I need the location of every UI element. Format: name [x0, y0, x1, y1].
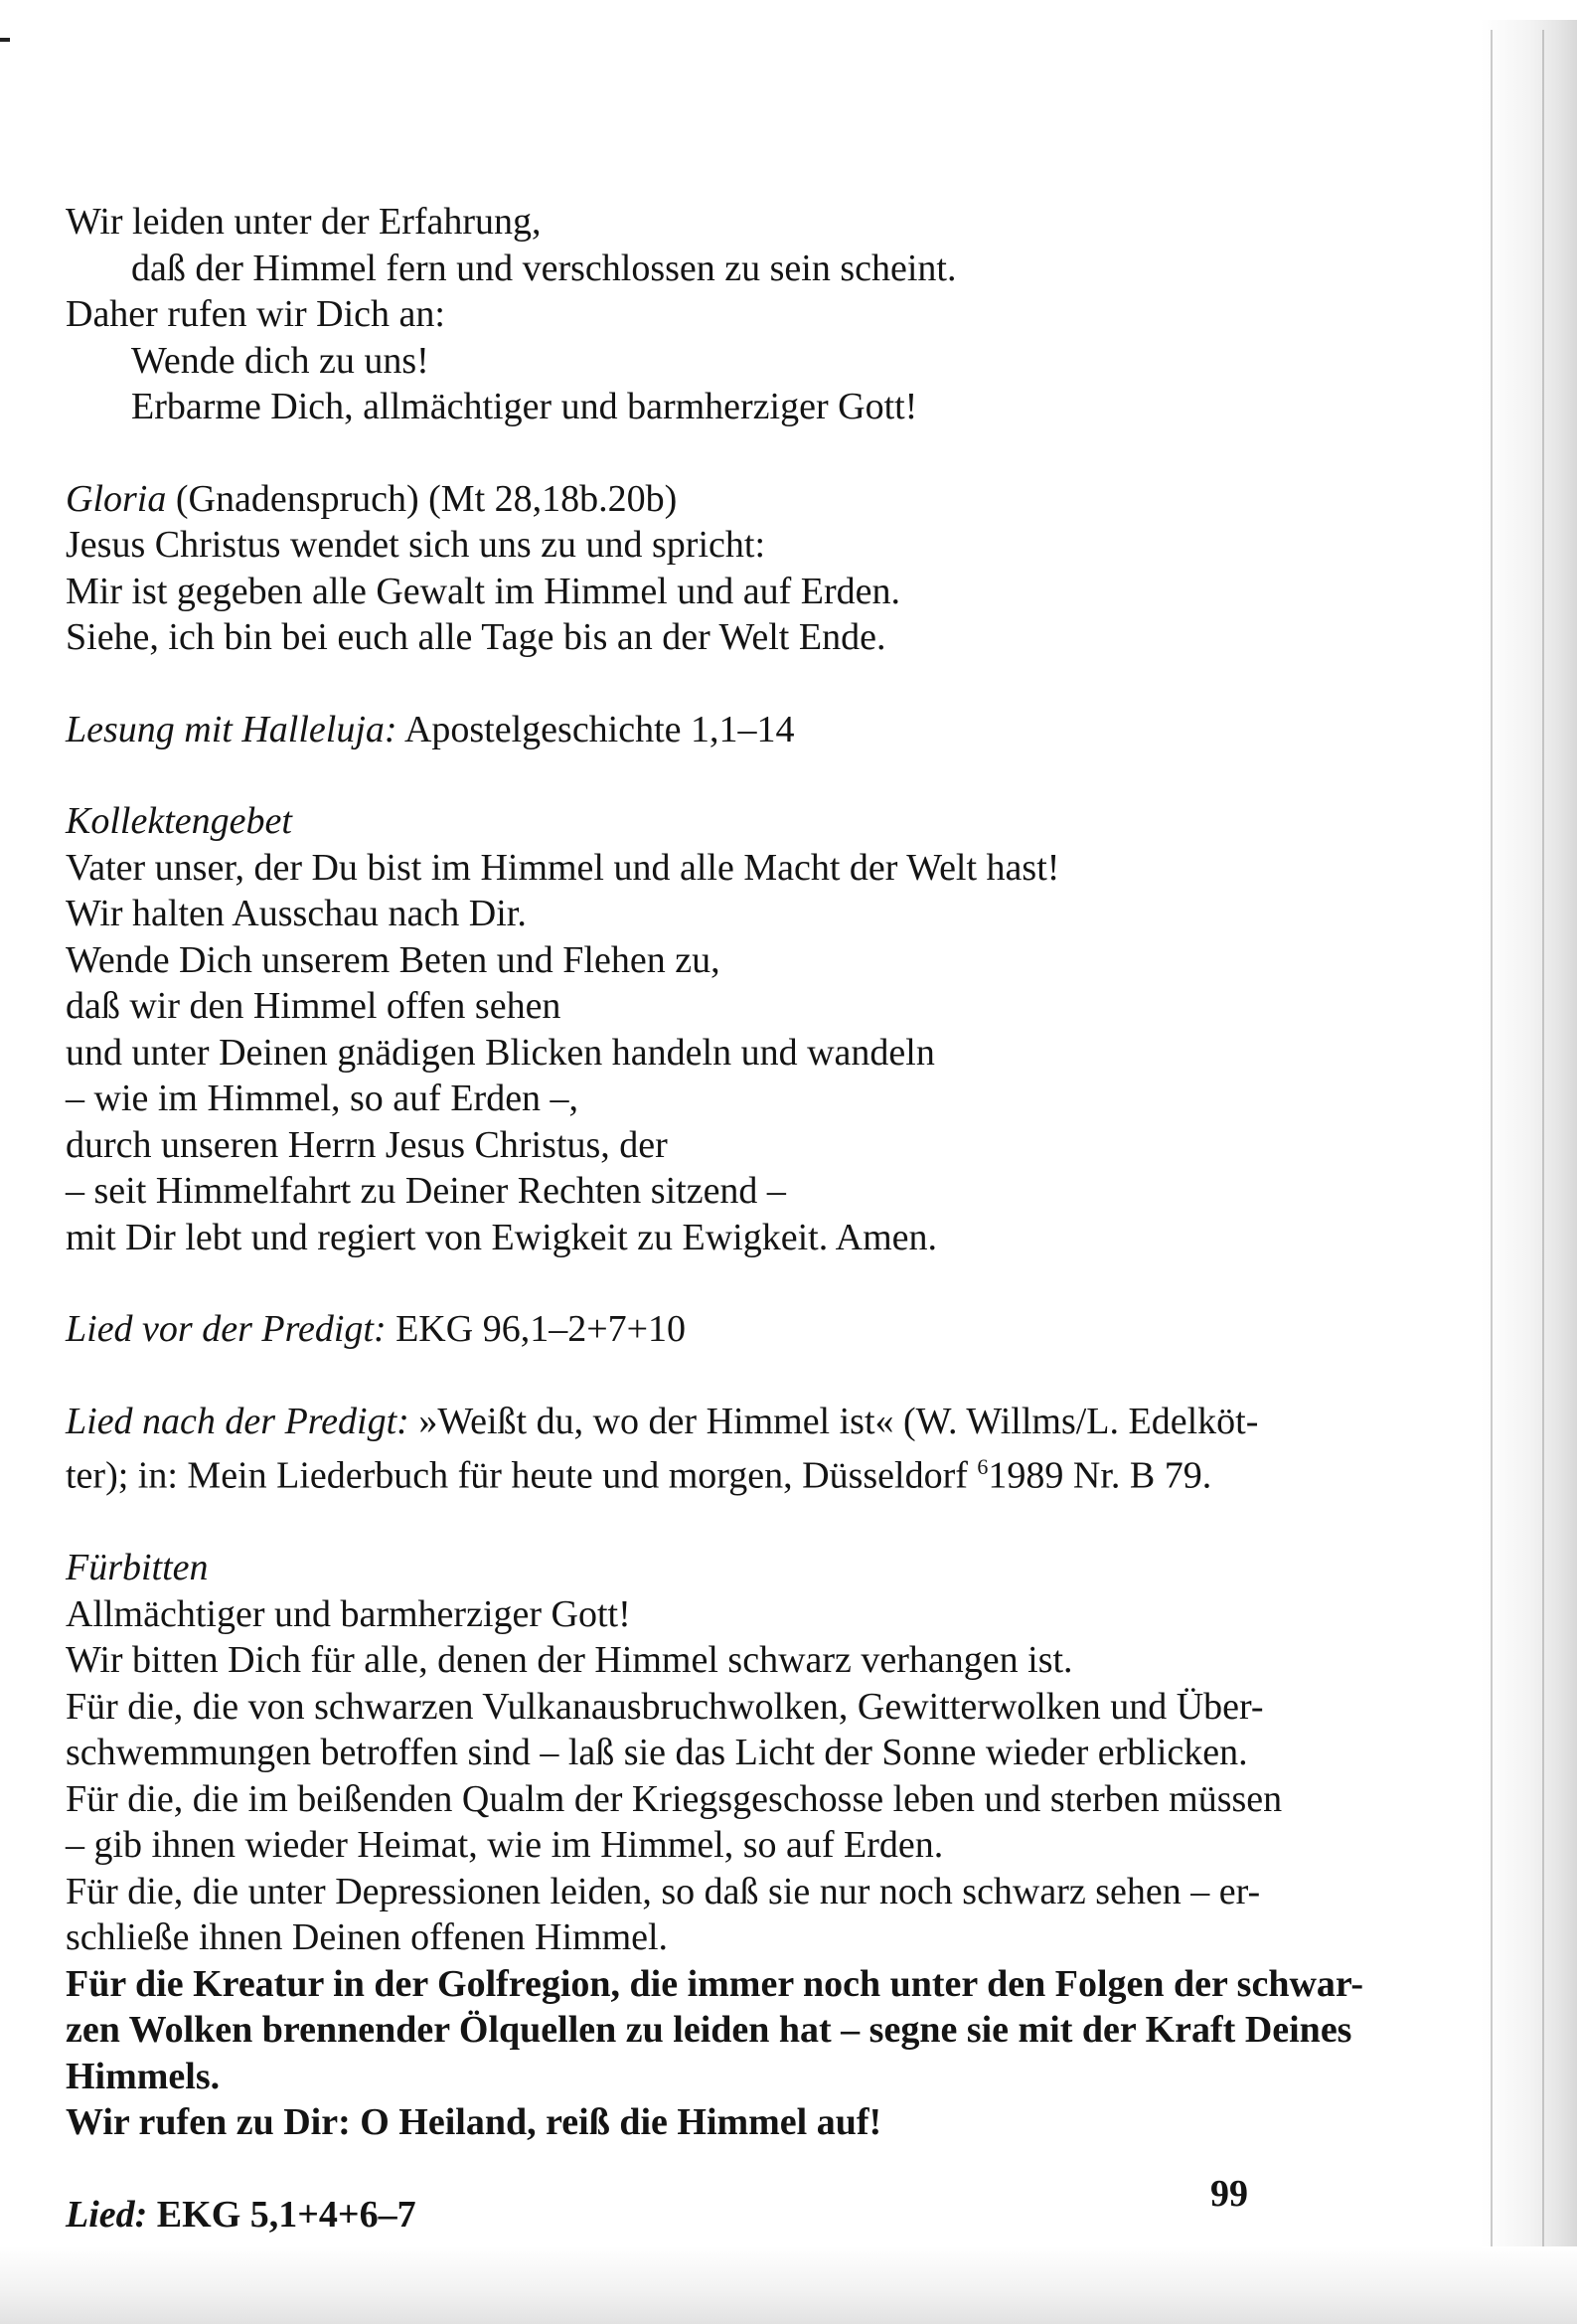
binding-rule	[1491, 30, 1493, 2316]
gloria-line: Jesus Christus wendet sich uns zu und spricht:	[66, 524, 766, 566]
lied-nach-text: 1989 Nr. B 79.	[988, 1454, 1212, 1497]
kollekte-line: Wir halten Ausschau nach Dir.	[66, 893, 527, 934]
lied-end-line	[66, 2192, 1347, 2239]
fuerbitten-line: Für die, die unter Depressionen leiden, so daß sie nur noch schwarz sehen – er-	[66, 1870, 1261, 1912]
fuerbitten-line: Für die, die im beißenden Qualm der Kriegsgeschosse leben und sterben müssen	[66, 1777, 1283, 1820]
lied-nach-text: »Weißt du, wo der Himmel ist« (W. Willms/L. Edelköt-	[408, 1400, 1259, 1442]
kollekte-line: – seit Himmelfahrt zu Deiner Rechten sitzend –	[66, 1170, 786, 1212]
lied-end-label: Lied:	[66, 2193, 148, 2236]
kollekte-line: und unter Deinen gnädigen Blicken handeln und wandeln	[66, 1031, 935, 1074]
corner-mark	[0, 38, 10, 42]
gloria-heading	[66, 476, 1347, 523]
intro-line: Wende dich zu uns!	[131, 339, 429, 382]
fuerbitten-line: Allmächtiger und barmherziger Gott!	[66, 1592, 631, 1635]
kollekte-line: Vater unser, der Du bist im Himmel und alle Macht der Welt hast!	[66, 846, 1060, 889]
fuerbitten-line: Wir bitten Dich für alle, denen der Himmel schwarz verhangen ist.	[66, 1639, 1073, 1682]
binding-rule	[1542, 30, 1544, 2316]
intro-line: daß der Himmel fern und verschlossen zu sein scheint.	[131, 247, 957, 289]
gloria-line: Mir ist gegeben alle Gewalt im Himmel und auf Erden.	[66, 570, 900, 612]
fuerbitten-line: schwemmungen betroffen sind – laß sie das Licht der Sonne wieder erblicken.	[66, 1732, 1248, 1774]
lesung-line	[66, 707, 1347, 753]
fuerbitten-line: Für die Kreatur in der Golfregion, die immer noch unter den Folgen der schwar-	[66, 1962, 1364, 2005]
page-number: 99	[1210, 2173, 1248, 2215]
gloria-reference: (Gnadenspruch) (Mt 28,18b.20b)	[166, 477, 678, 520]
fuerbitten-line: Himmels.	[66, 2055, 221, 2097]
intro-line: Daher rufen wir Dich an:	[66, 293, 445, 335]
kollekte-line: Wende Dich unserem Beten und Flehen zu,	[66, 938, 720, 981]
edition-superscript: 6	[977, 1454, 989, 1479]
fuerbitten-line: schließe ihnen Deinen offenen Himmel.	[66, 1916, 669, 1959]
binding-shadow	[1481, 20, 1577, 2324]
kollekte-line: durch unseren Herrn Jesus Christus, der	[66, 1123, 668, 1166]
scan-noise-bottom	[0, 2246, 1577, 2324]
lesung-text: Apostelgeschichte 1,1–14	[396, 708, 795, 750]
gloria-label: Gloria	[66, 477, 167, 520]
lied-nach-line	[66, 1399, 1347, 1445]
lied-vor-text: EKG 96,1–2+7+10	[386, 1308, 687, 1350]
kollekte-line: mit Dir lebt und regiert von Ewigkeit zu Ewigkeit. Amen.	[66, 1216, 937, 1258]
fuerbitten-line: zen Wolken brennender Ölquellen zu leiden hat – segne sie mit der Kraft Deines	[66, 2009, 1352, 2052]
lesung-label: Lesung mit Halleluja:	[66, 708, 397, 750]
lied-nach-text: ter); in: Mein Liederbuch für heute und morgen, Düsseldorf	[66, 1454, 978, 1497]
lied-vor-label: Lied vor der Predigt:	[66, 1308, 387, 1350]
fuerbitten-line: – gib ihnen wieder Heimat, wie im Himmel, so auf Erden.	[66, 1824, 944, 1867]
lied-vor-line	[66, 1306, 1347, 1353]
liturgy-text	[66, 199, 1364, 2238]
fuerbitten-heading: Fürbitten	[66, 1547, 209, 1589]
lied-end-text: EKG 5,1+4+6–7	[147, 2193, 416, 2236]
lied-nach-label: Lied nach der Predigt:	[66, 1400, 409, 1442]
kollekte-line: – wie im Himmel, so auf Erden –,	[66, 1078, 579, 1119]
gloria-line: Siehe, ich bin bei euch alle Tage bis an der Welt Ende.	[66, 616, 886, 658]
kollekte-heading: Kollektengebet	[66, 800, 292, 842]
kollekte-line: daß wir den Himmel offen sehen	[66, 985, 561, 1027]
fuerbitten-line: Für die, die von schwarzen Vulkanausbruchwolken, Gewitterwolken und Über-	[66, 1685, 1264, 1728]
intro-line: Erbarme Dich, allmächtiger und barmherziger Gott!	[131, 386, 918, 427]
intro-line: Wir leiden unter der Erfahrung,	[66, 201, 542, 243]
lied-nach-line	[66, 1444, 1347, 1499]
fuerbitten-closing: Wir rufen zu Dir: O Heiland, reiß die Himmel auf!	[66, 2101, 882, 2144]
